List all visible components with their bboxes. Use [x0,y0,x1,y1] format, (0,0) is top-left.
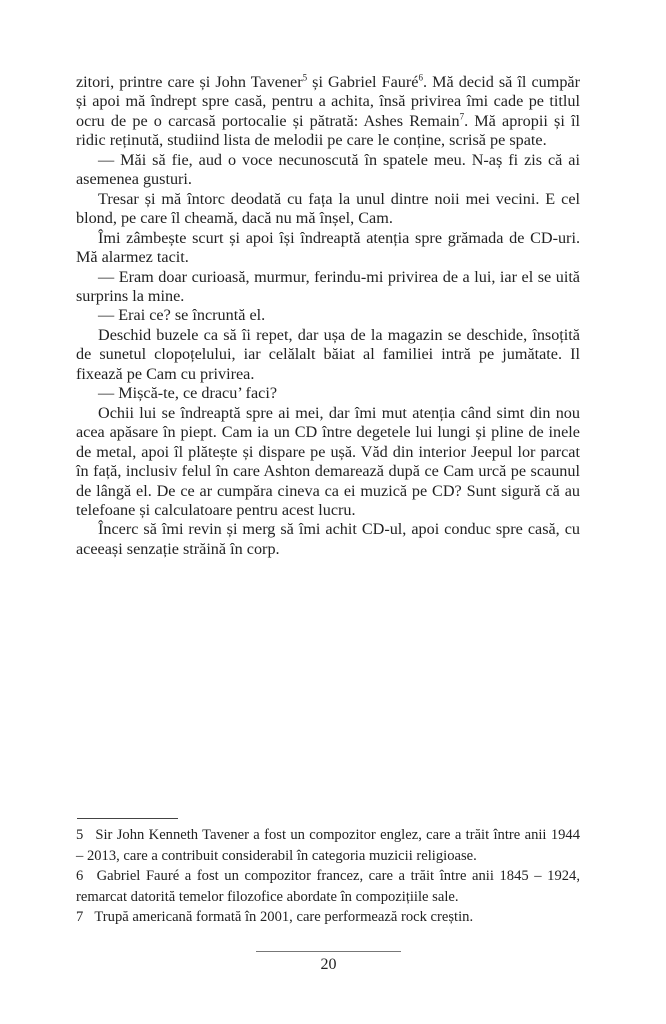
footnotes [76,825,580,928]
footnote [76,907,580,928]
footnote-number: 7 [76,909,84,925]
footnote-ref[interactable]: 5 [302,72,308,83]
text-run: . Mă decid să îl cumpăr și apoi mă îndrept spre casă, pentru a achita, însă privirea îmi cade pe titlul ocru de pe o carcasă portocalie și pătrată: Ashes Remain [76,73,580,130]
text-run: . Mă apropii și îl ridic reținută, studiind lista de melodii pe care le conține, scrisă pe spate. [76,111,580,150]
paragraph: Tresar și mă întorc deodată cu fața la unul dintre noii mei vecini. E cel blond, pe care îl cheamă, dacă nu mă înșel, Cam. [76,189,580,228]
text-run: și Gabriel Fauré [307,73,419,91]
paragraph: Încerc să îmi revin și merg să îmi achit CD-ul, apoi conduc spre casă, cu aceeași senzație străină în corp. [76,520,580,558]
paragraph: — Mișcă-te, ce dracu’ faci? [98,384,278,403]
footnote-text: Trupă americană formată în 2001, care performează rock creștin. [94,909,474,925]
footnote-number: 6 [76,868,84,884]
footnote-number: 5 [76,827,84,843]
paragraph: Ochii lui se îndreaptă spre ai mei, dar îmi mut atenția când simt din nou acea apăsare în piept. Cam ia un CD între degetele lui lungi și pline de inele de metal, apoi îl plătește și dispare pe ușă. Văd din interior Jeepul lor parcat în față, inclusiv felul în care Ashton demarează după ce Cam urcă pe scaunul de lângă el. De ce ar cumpăra cineva ca ei muzică pe CD? Sunt sigură că au telefoane și calculatoare pentru acest lucru. [76,403,580,519]
paragraph: — Erai ce? se încruntă el. [98,306,266,325]
body-text [76,73,580,559]
footnote-ref[interactable]: 6 [418,72,423,83]
footnote-text: Gabriel Fauré a fost un compozitor francez, care a trăit între anii 1845 – 1924, remarcat datorită temelor filozofice abordate în compozițiile sale. [76,868,580,905]
page-number-rule [256,951,401,952]
paragraph: — Eram doar curioasă, murmur, ferindu-mi privirea de a lui, iar el se uită surprins la mine. [76,267,580,305]
paragraph [76,73,580,151]
text-run: zitori, printre care și John Tavener [76,73,303,91]
footnote [76,825,580,866]
footnote-ref[interactable]: 7 [459,111,465,122]
paragraph: — Măi să fie, aud o voce necunoscută în spatele meu. N-aș fi zis că ai asemenea gusturi. [76,150,580,189]
paragraph: Îmi zâmbește scurt și apoi își îndreaptă atenția spre grămada de CD-uri. Mă alarmez tacit. [76,228,580,267]
footnote-text: Sir John Kenneth Tavener a fost un compozitor englez, care a trăit între anii 1944 – 2013, care a contribuit considerabil în categoria muzicii religioase. [76,827,581,864]
paragraph: Deschid buzele ca să îi repet, dar ușa de la magazin se deschide, însoțită de sunetul clopoțelului, iar celălalt băiat al familiei intră pe jumătate. Il fixează pe Cam cu privirea. [76,325,580,383]
footnote [76,866,580,907]
page-number: 20 [320,956,337,973]
footnote-separator [77,818,178,819]
